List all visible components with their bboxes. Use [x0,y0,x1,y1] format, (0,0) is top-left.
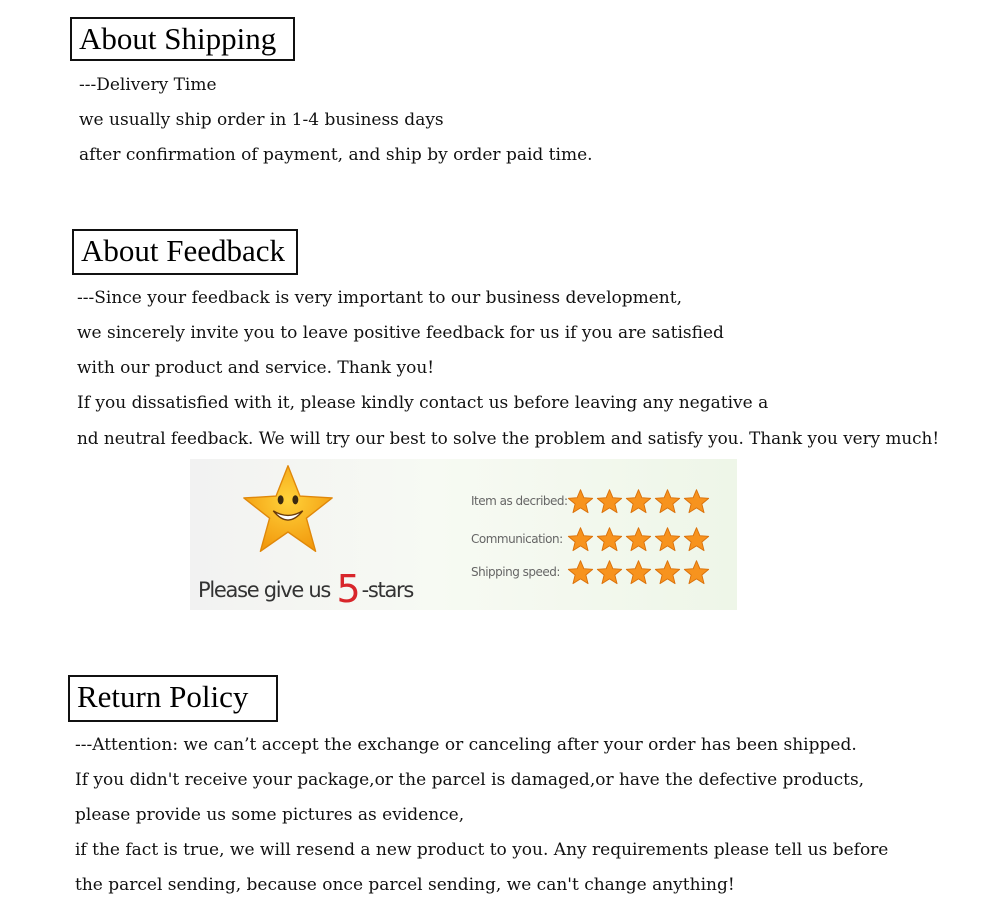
rating-star-icon [683,559,710,586]
shipping-line-1: ---Delivery Time [79,75,217,95]
feedback-line-1: ---Since your feedback is very important to our business development, [77,288,682,308]
feedback-line-4: If you dissatisfied with it, please kindly contact us before leaving any negative a [77,393,769,413]
rating-star-icon [683,526,710,553]
shipping-line-2: we usually ship order in 1-4 business days [79,110,444,130]
rating-label: Item as decribed: [471,494,568,508]
rating-label: Communication: [471,532,563,546]
feedback-line-5: nd neutral feedback. We will try our best to solve the problem and satisfy you. Thank you very much! [77,428,940,448]
give-five-stars-text: Please give us 5-stars [198,567,414,610]
shipping-heading: About Shipping [70,17,295,61]
feedback-line-3: with our product and service. Thank you! [77,358,435,378]
rating-star-icon [596,488,623,515]
returns-line-4: if the fact is true, we will resend a new product to you. Any requirements please tell us before [75,840,889,860]
rating-star-icon [596,559,623,586]
rating-item-described [471,487,710,515]
rating-star-icon [567,559,594,586]
rating-communication [471,525,710,553]
feedback-line-2: we sincerely invite you to leave positive feedback for us if you are satisfied [77,323,724,343]
smiling-star-icon [242,463,334,555]
shipping-line-3: after confirmation of payment, and ship by order paid time. [79,145,593,165]
star-row [567,559,710,586]
rating-star-icon [625,526,652,553]
rating-star-icon [654,559,681,586]
rating-shipping-speed [471,558,710,586]
rating-star-icon [654,488,681,515]
returns-line-2: If you didn't receive your package,or the parcel is damaged,or have the defective products, [75,770,865,790]
rating-star-icon [596,526,623,553]
returns-heading: Return Policy [68,675,278,722]
returns-line-1: ---Attention: we can’t accept the exchange or canceling after your order has been shipped. [75,735,857,755]
rating-star-icon [567,526,594,553]
rating-star-icon [654,526,681,553]
returns-line-3: please provide us some pictures as evidence, [75,805,465,825]
rating-star-icon [683,488,710,515]
star-row [567,526,710,553]
five-star-banner [190,459,737,610]
feedback-heading: About Feedback [72,229,298,275]
rating-star-icon [625,488,652,515]
rating-star-icon [625,559,652,586]
rating-label: Shipping speed: [471,565,560,579]
star-row [567,488,710,515]
returns-line-5: the parcel sending, because once parcel sending, we can't change anything! [75,875,735,895]
rating-star-icon [567,488,594,515]
